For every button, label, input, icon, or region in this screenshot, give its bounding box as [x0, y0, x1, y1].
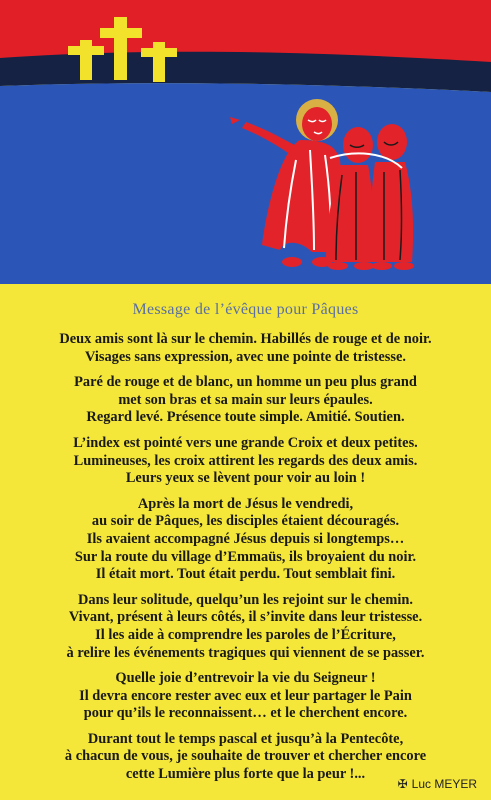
text-line: met son bras et sa main sur leurs épaules. — [118, 391, 373, 408]
paragraph — [20, 670, 471, 723]
message-body — [20, 331, 471, 792]
text-line: à chacun de vous, je souhaite de trouver et chercher encore — [64, 748, 427, 765]
text-line: pour qu’ils le reconnaissent… et le cherchent encore. — [83, 705, 408, 722]
text-line: Après la mort de Jésus le vendredi, — [137, 495, 354, 512]
text-line: Quelle joie d’entrevoir la vie du Seigneur ! — [115, 670, 376, 687]
paragraph — [20, 435, 471, 488]
text-line: Paré de rouge et de blanc, un homme un peu plus grand — [74, 374, 417, 391]
text-line: Deux amis sont là sur le chemin. Habillés de rouge et de noir. — [59, 331, 432, 347]
paragraph — [20, 496, 471, 584]
text-line: Lumineuses, les croix attirent les regards des deux amis. — [73, 452, 418, 469]
text-line: à relire les événements tragiques qui viennent de se passer. — [66, 644, 425, 661]
text-line: Leurs yeux se lèvent pour voir au loin ! — [125, 470, 366, 487]
text-line: Dans leur solitude, quelqu’un les rejoint sur le chemin. — [77, 591, 414, 608]
signature-name: Luc MEYER — [411, 777, 477, 791]
maltese-cross-icon: ✠ — [397, 777, 408, 791]
paragraph — [20, 592, 471, 662]
blue-ground — [0, 83, 491, 290]
paragraph — [20, 374, 471, 427]
text-line: Il était mort. Tout était perdu. Tout semblait fini. — [95, 566, 396, 583]
text-line: L’index est pointé vers une grande Croix et deux petites. — [73, 434, 418, 451]
bottom-border — [0, 284, 491, 290]
text-line: Regard levé. Présence toute simple. Amitié. Soutien. — [86, 409, 405, 426]
text-line: Il les aide à comprendre les paroles de l’Écriture, — [95, 626, 396, 643]
paragraph — [20, 331, 471, 366]
text-line: Sur la route du village d’Emmaüs, ils broyaient du noir. — [74, 548, 417, 565]
text-line: au soir de Pâques, les disciples étaient découragés. — [91, 513, 400, 530]
message-title: Message de l’évêque pour Pâques — [132, 301, 359, 318]
paragraph — [20, 731, 471, 784]
text-line: Durant tout le temps pascal et jusqu’à la Pentecôte, — [87, 730, 404, 747]
text-line: Visages sans expression, avec une pointe de tristesse. — [85, 348, 406, 365]
text-line: Vivant, présent à leurs côtés, il s’invite dans leur tristesse. — [68, 609, 423, 626]
text-line: Ils avaient accompagné Jésus depuis si longtemps… — [86, 530, 405, 547]
signature — [398, 777, 477, 791]
easter-illustration — [0, 0, 491, 290]
text-line: cette Lumière plus forte que la peur !... — [125, 766, 366, 783]
text-line: Il devra encore rester avec eux et leur partager le Pain — [79, 687, 412, 704]
